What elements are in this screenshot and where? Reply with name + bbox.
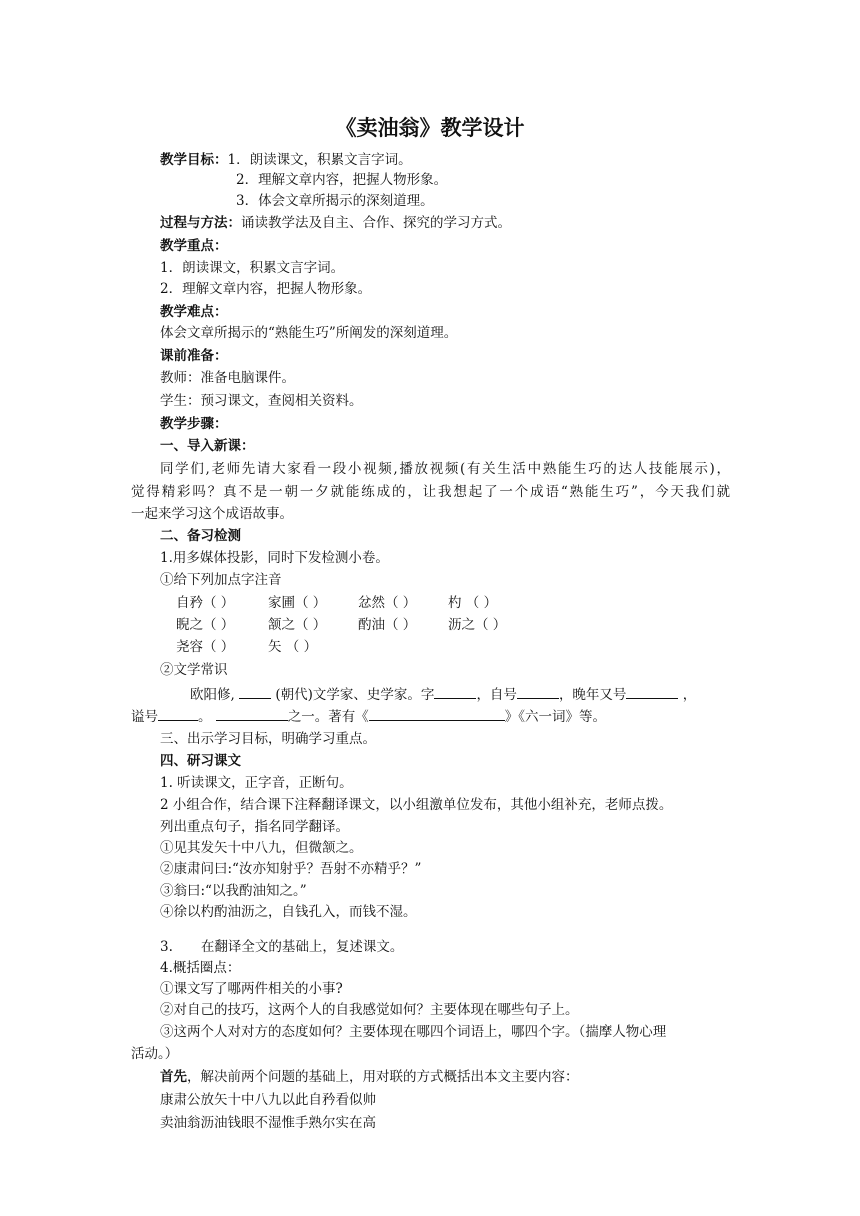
goals-label: 教学目标：: [160, 152, 228, 168]
difficulty-text: 体会文章所揭示的“熟能生巧”所阐发的深刻道理。: [160, 325, 458, 341]
process-text: 诵读教学法及自主、合作、探究的学习方式。: [241, 215, 511, 231]
difficulty-label: 教学难点：: [160, 304, 228, 320]
pinyin-item: 杓 （ ）: [448, 595, 498, 611]
goal-item: 3．体会文章所揭示的深刻道理。: [236, 193, 434, 209]
paragraph-line: 同学们,老师先请大家看一段小视频,播放视频(有关生活中熟能生巧的达人技能展示)，: [160, 461, 730, 477]
answer-blank: [158, 706, 198, 721]
paragraph-line: 1.用多媒体投影，同时下发检测小卷。: [160, 550, 389, 566]
pinyin-item: 睨之（ ）: [176, 617, 235, 633]
paragraph-line: 2 小组合作，结合课下注释翻译课文，以小组激单位发布，其他小组补充，老师点拨。: [160, 797, 673, 813]
process-line: [160, 213, 511, 233]
pinyin-item: 颔之（ ）: [268, 617, 327, 633]
section-heading: 二、备习检测: [160, 528, 241, 544]
sentence-item: ③翁曰:“以我酌油知之。”: [160, 883, 307, 899]
couplet-line: 卖油翁沥油钱眼不湿惟手熟尔实在高: [160, 1115, 376, 1131]
prep-teacher: 教师：准备电脑课件。: [160, 370, 295, 386]
key-point: 2．理解文章内容，把握人物形象。: [160, 281, 372, 297]
prep-label: 课前准备：: [160, 348, 228, 364]
page-title: 《卖油翁》教学设计: [335, 115, 525, 140]
pinyin-item: 忿然（ ）: [358, 595, 417, 611]
pinyin-item: 酌油（ ）: [358, 617, 417, 633]
sub-heading: ②文学常识: [160, 662, 228, 678]
sentence-item: ①见其发矢十中八九，但微颔之。: [160, 840, 363, 856]
couplet-line: 康肃公放矢十中八九以此自矜看似帅: [160, 1092, 376, 1108]
fill-in-line: 谥号 。 之一。著有《 》《六一词》等。: [131, 706, 606, 727]
process-label: 过程与方法：: [160, 215, 241, 231]
section-heading: 四、研习课文: [160, 753, 241, 769]
paragraph-line: 列出重点句子，指名同学翻译。: [160, 819, 349, 835]
key-point: 1．朗读课文，积累文言字词。: [160, 260, 345, 276]
question-item: 活动。）: [131, 1046, 179, 1062]
pinyin-item: 尧容（ ）: [176, 639, 235, 655]
paragraph-line: 一起来学习这个成语故事。: [131, 506, 293, 522]
paragraph-line: 首先，解决前两个问题的基础上，用对联的方式概括出本文主要内容：: [160, 1069, 579, 1085]
first-label: 首先: [160, 1069, 187, 1085]
section-heading: 三、出示学习目标，明确学习重点。: [160, 731, 376, 747]
answer-blank: [239, 684, 271, 699]
question-item: ③这两个人对对方的态度如何？主要体现在哪四个词语上，哪四个字。（揣摩人物心理: [160, 1024, 667, 1040]
answer-blank: [216, 706, 288, 721]
question-item: ②对自己的技巧，这两个人的自我感觉如何？主要体现在哪些句子上。: [160, 1002, 579, 1018]
sentence-item: ④徐以杓酌油沥之，自钱孔入，而钱不湿。: [160, 904, 417, 920]
pinyin-item: 自矜（ ）: [176, 595, 235, 611]
fill-in-line: 欧阳修, (朝代)文学家、史学家。字 ，自号 ，晚年又号 ，: [190, 684, 696, 705]
answer-blank: [517, 684, 559, 699]
steps-label: 教学步骤：: [160, 416, 228, 432]
section-heading: 一、导入新课：: [160, 438, 255, 454]
paragraph-line: 1. 听读课文，正字音，正断句。: [160, 775, 353, 791]
paragraph-line: 3. 在翻译全文的基础上，复述课文。: [160, 939, 404, 955]
goal-item: 2．理解文章内容，把握人物形象。: [236, 172, 448, 188]
prep-student: 学生：预习课文，查阅相关资料。: [160, 393, 363, 409]
question-item: ①课文写了哪两件相关的小事?: [160, 981, 343, 997]
pinyin-item: 矢 （ ）: [268, 639, 318, 655]
goals-line: [160, 150, 412, 170]
key-label: 教学重点：: [160, 238, 228, 254]
answer-blank: [434, 684, 476, 699]
answer-blank: [369, 706, 505, 721]
pinyin-item: 沥之（ ）: [448, 617, 507, 633]
sentence-item: ②康肃问曰:“汝亦知射乎？吾射不亦精乎？”: [160, 861, 422, 877]
answer-blank: [626, 684, 678, 699]
paragraph-line: 4.概括圈点：: [160, 960, 241, 976]
goal-item: 1．朗读课文，积累文言字词。: [227, 152, 412, 168]
paragraph-line: 觉得精彩吗？真不是一朝一夕就能练成的，让我想起了一个成语“熟能生巧”，今天我们就: [131, 484, 730, 500]
sub-heading: ①给下列加点字注音: [160, 572, 282, 588]
pinyin-item: 家圃（ ）: [268, 595, 327, 611]
